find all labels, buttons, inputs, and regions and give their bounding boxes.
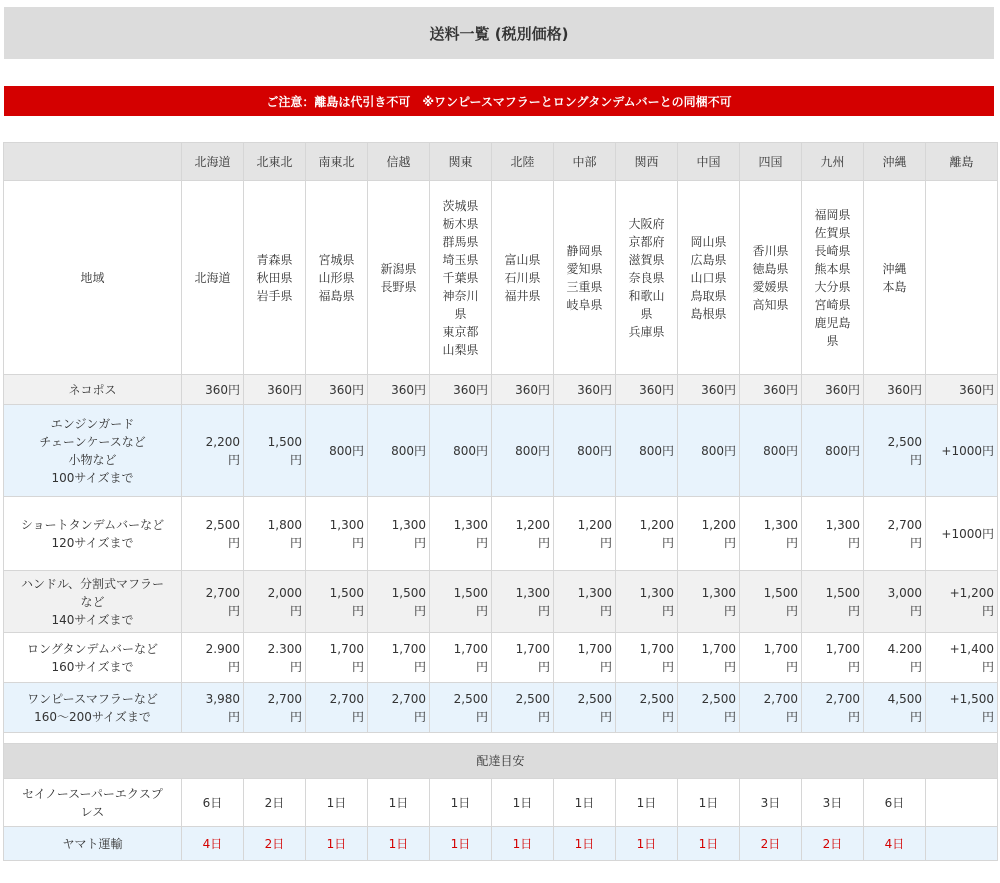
rate-row bbox=[4, 375, 998, 405]
column-header: 信越 bbox=[368, 143, 430, 181]
region-prefectures bbox=[926, 181, 998, 375]
rate-value: 2,500 円 bbox=[864, 405, 926, 497]
rate-value: 2,700 円 bbox=[368, 683, 430, 733]
rate-value: 2,700 円 bbox=[244, 683, 306, 733]
rate-value: 1,700 円 bbox=[802, 633, 864, 683]
rate-value: 4.200 円 bbox=[864, 633, 926, 683]
spacer-row bbox=[4, 733, 998, 744]
rate-value: 800円 bbox=[802, 405, 864, 497]
delivery-days: 1日 bbox=[678, 779, 740, 827]
rate-value: 1,300 円 bbox=[554, 571, 616, 633]
delivery-days: 1日 bbox=[492, 827, 554, 861]
rate-value: 360円 bbox=[368, 375, 430, 405]
delivery-days: 1日 bbox=[616, 827, 678, 861]
rate-value: 1,300 円 bbox=[678, 571, 740, 633]
delivery-days bbox=[926, 827, 998, 861]
rate-value: 800円 bbox=[554, 405, 616, 497]
region-row bbox=[4, 181, 998, 375]
column-header: 北東北 bbox=[244, 143, 306, 181]
rate-value: 1,700 円 bbox=[306, 633, 368, 683]
region-prefectures: 静岡県 愛知県 三重県 岐阜県 bbox=[554, 181, 616, 375]
region-prefectures: 北海道 bbox=[182, 181, 244, 375]
rate-value: 2.300 円 bbox=[244, 633, 306, 683]
column-header: 北海道 bbox=[182, 143, 244, 181]
delivery-header-row bbox=[4, 744, 998, 779]
delivery-days: 1日 bbox=[306, 827, 368, 861]
corner-cell bbox=[4, 143, 182, 181]
rate-row bbox=[4, 497, 998, 571]
rate-value: 1,700 円 bbox=[430, 633, 492, 683]
region-label: 地域 bbox=[4, 181, 182, 375]
delivery-days bbox=[926, 779, 998, 827]
rate-value: 360円 bbox=[864, 375, 926, 405]
rate-label: ショートタンデムバーなど 120サイズまで bbox=[4, 497, 182, 571]
delivery-days: 4日 bbox=[864, 827, 926, 861]
rate-value: 2,500 円 bbox=[430, 683, 492, 733]
rate-value: 1,500 円 bbox=[740, 571, 802, 633]
column-header-row bbox=[4, 143, 998, 181]
region-prefectures: 富山県 石川県 福井県 bbox=[492, 181, 554, 375]
rate-value: 2,700 円 bbox=[182, 571, 244, 633]
spacer-cell bbox=[4, 733, 998, 744]
delivery-days: 1日 bbox=[678, 827, 740, 861]
rate-value: 1,700 円 bbox=[554, 633, 616, 683]
delivery-days: 2日 bbox=[244, 779, 306, 827]
rate-label: ネコポス bbox=[4, 375, 182, 405]
rate-value: 1,200 円 bbox=[554, 497, 616, 571]
rate-value: +1,400 円 bbox=[926, 633, 998, 683]
rate-value: 800円 bbox=[492, 405, 554, 497]
rate-value: 1,300 円 bbox=[802, 497, 864, 571]
delivery-days: 1日 bbox=[430, 827, 492, 861]
rate-value: 800円 bbox=[616, 405, 678, 497]
rate-value: 360円 bbox=[678, 375, 740, 405]
region-prefectures: 茨城県 栃木県 群馬県 埼玉県 千葉県 神奈川 県 東京都 山梨県 bbox=[430, 181, 492, 375]
column-header: 関西 bbox=[616, 143, 678, 181]
column-header: 南東北 bbox=[306, 143, 368, 181]
rate-value: 360円 bbox=[182, 375, 244, 405]
rate-value: 360円 bbox=[306, 375, 368, 405]
delivery-days: 6日 bbox=[864, 779, 926, 827]
rate-value: 360円 bbox=[926, 375, 998, 405]
rate-value: 1,500 円 bbox=[430, 571, 492, 633]
column-header: 中国 bbox=[678, 143, 740, 181]
rate-value: 1,700 円 bbox=[368, 633, 430, 683]
rate-value: 800円 bbox=[368, 405, 430, 497]
rate-value: 1,300 円 bbox=[306, 497, 368, 571]
column-header: 関東 bbox=[430, 143, 492, 181]
rate-value: 1,200 円 bbox=[492, 497, 554, 571]
rate-value: 1,500 円 bbox=[368, 571, 430, 633]
column-header: 北陸 bbox=[492, 143, 554, 181]
notice-banner: ご注意：離島は代引き不可 ※ワンピースマフラーとロングタンデムバーとの同梱不可 bbox=[4, 86, 994, 116]
delivery-title: 配達目安 bbox=[4, 744, 998, 779]
rate-value: 1,300 円 bbox=[740, 497, 802, 571]
region-prefectures: 青森県 秋田県 岩手県 bbox=[244, 181, 306, 375]
column-header: 四国 bbox=[740, 143, 802, 181]
rate-value: 1,700 円 bbox=[492, 633, 554, 683]
delivery-row bbox=[4, 827, 998, 861]
delivery-days: 3日 bbox=[740, 779, 802, 827]
delivery-days: 1日 bbox=[616, 779, 678, 827]
rate-value: 1,800 円 bbox=[244, 497, 306, 571]
carrier-label: セイノースーパーエクスプ レス bbox=[4, 779, 182, 827]
region-prefectures: 沖縄 本島 bbox=[864, 181, 926, 375]
delivery-days: 1日 bbox=[306, 779, 368, 827]
page-title: 送料一覧 (税別価格) bbox=[4, 7, 994, 59]
rate-value: 360円 bbox=[554, 375, 616, 405]
rate-value: 4,500 円 bbox=[864, 683, 926, 733]
rate-label: ワンピースマフラーなど 160～200サイズまで bbox=[4, 683, 182, 733]
delivery-days: 1日 bbox=[554, 827, 616, 861]
delivery-days: 2日 bbox=[244, 827, 306, 861]
rate-value: 2,700 円 bbox=[802, 683, 864, 733]
delivery-days: 4日 bbox=[182, 827, 244, 861]
column-header: 九州 bbox=[802, 143, 864, 181]
column-header: 中部 bbox=[554, 143, 616, 181]
region-prefectures: 新潟県 長野県 bbox=[368, 181, 430, 375]
rate-row bbox=[4, 683, 998, 733]
delivery-days: 1日 bbox=[430, 779, 492, 827]
rate-value: 2,500 円 bbox=[492, 683, 554, 733]
rate-label: エンジンガード チェーンケースなど 小物など 100サイズまで bbox=[4, 405, 182, 497]
rate-value: 1,700 円 bbox=[740, 633, 802, 683]
region-prefectures: 岡山県 広島県 山口県 鳥取県 島根県 bbox=[678, 181, 740, 375]
rate-value: 1,500 円 bbox=[244, 405, 306, 497]
region-prefectures: 香川県 徳島県 愛媛県 高知県 bbox=[740, 181, 802, 375]
delivery-days: 2日 bbox=[802, 827, 864, 861]
delivery-days: 1日 bbox=[368, 779, 430, 827]
delivery-days: 2日 bbox=[740, 827, 802, 861]
rate-value: 800円 bbox=[678, 405, 740, 497]
rate-value: 3,000 円 bbox=[864, 571, 926, 633]
rate-label: ハンドル、分割式マフラー など 140サイズまで bbox=[4, 571, 182, 633]
rate-value: 2.900 円 bbox=[182, 633, 244, 683]
rate-value: 2,500 円 bbox=[616, 683, 678, 733]
rate-value: 2,700 円 bbox=[864, 497, 926, 571]
delivery-row bbox=[4, 779, 998, 827]
column-header: 沖縄 bbox=[864, 143, 926, 181]
rate-value: 800円 bbox=[306, 405, 368, 497]
carrier-label: ヤマト運輸 bbox=[4, 827, 182, 861]
delivery-days: 6日 bbox=[182, 779, 244, 827]
delivery-days: 1日 bbox=[368, 827, 430, 861]
rate-value: 2,700 円 bbox=[740, 683, 802, 733]
rate-value: 800円 bbox=[430, 405, 492, 497]
rate-value: 800円 bbox=[740, 405, 802, 497]
rate-value: 2,500 円 bbox=[182, 497, 244, 571]
shipping-table bbox=[3, 142, 998, 861]
rate-value: 1,500 円 bbox=[802, 571, 864, 633]
rate-value: 2,200 円 bbox=[182, 405, 244, 497]
rate-row bbox=[4, 633, 998, 683]
rate-value: +1000円 bbox=[926, 405, 998, 497]
rate-value: 2,500 円 bbox=[554, 683, 616, 733]
region-prefectures: 大阪府 京都府 滋賀県 奈良県 和歌山 県 兵庫県 bbox=[616, 181, 678, 375]
rate-value: 360円 bbox=[802, 375, 864, 405]
rate-value: 1,300 円 bbox=[368, 497, 430, 571]
rate-value: 2,700 円 bbox=[306, 683, 368, 733]
rate-value: 360円 bbox=[430, 375, 492, 405]
rate-value: 2,500 円 bbox=[678, 683, 740, 733]
rate-value: 1,300 円 bbox=[616, 571, 678, 633]
delivery-days: 1日 bbox=[492, 779, 554, 827]
rate-value: 360円 bbox=[244, 375, 306, 405]
rate-value: 1,700 円 bbox=[616, 633, 678, 683]
rate-value: +1,500 円 bbox=[926, 683, 998, 733]
rate-value: 360円 bbox=[492, 375, 554, 405]
rate-row bbox=[4, 405, 998, 497]
rate-value: 1,200 円 bbox=[678, 497, 740, 571]
column-header: 離島 bbox=[926, 143, 998, 181]
rate-value: +1000円 bbox=[926, 497, 998, 571]
rate-value: 1,500 円 bbox=[306, 571, 368, 633]
delivery-days: 1日 bbox=[554, 779, 616, 827]
rate-value: 1,700 円 bbox=[678, 633, 740, 683]
rate-value: 2,000 円 bbox=[244, 571, 306, 633]
rate-value: 1,200 円 bbox=[616, 497, 678, 571]
rate-value: 360円 bbox=[740, 375, 802, 405]
rate-value: 1,300 円 bbox=[492, 571, 554, 633]
delivery-days: 3日 bbox=[802, 779, 864, 827]
rate-value: +1,200 円 bbox=[926, 571, 998, 633]
rate-label: ロングタンデムバーなど 160サイズまで bbox=[4, 633, 182, 683]
rate-value: 1,300 円 bbox=[430, 497, 492, 571]
rate-row bbox=[4, 571, 998, 633]
rate-value: 360円 bbox=[616, 375, 678, 405]
region-prefectures: 福岡県 佐賀県 長崎県 熊本県 大分県 宮崎県 鹿児島 県 bbox=[802, 181, 864, 375]
rate-value: 3,980 円 bbox=[182, 683, 244, 733]
region-prefectures: 宮城県 山形県 福島県 bbox=[306, 181, 368, 375]
